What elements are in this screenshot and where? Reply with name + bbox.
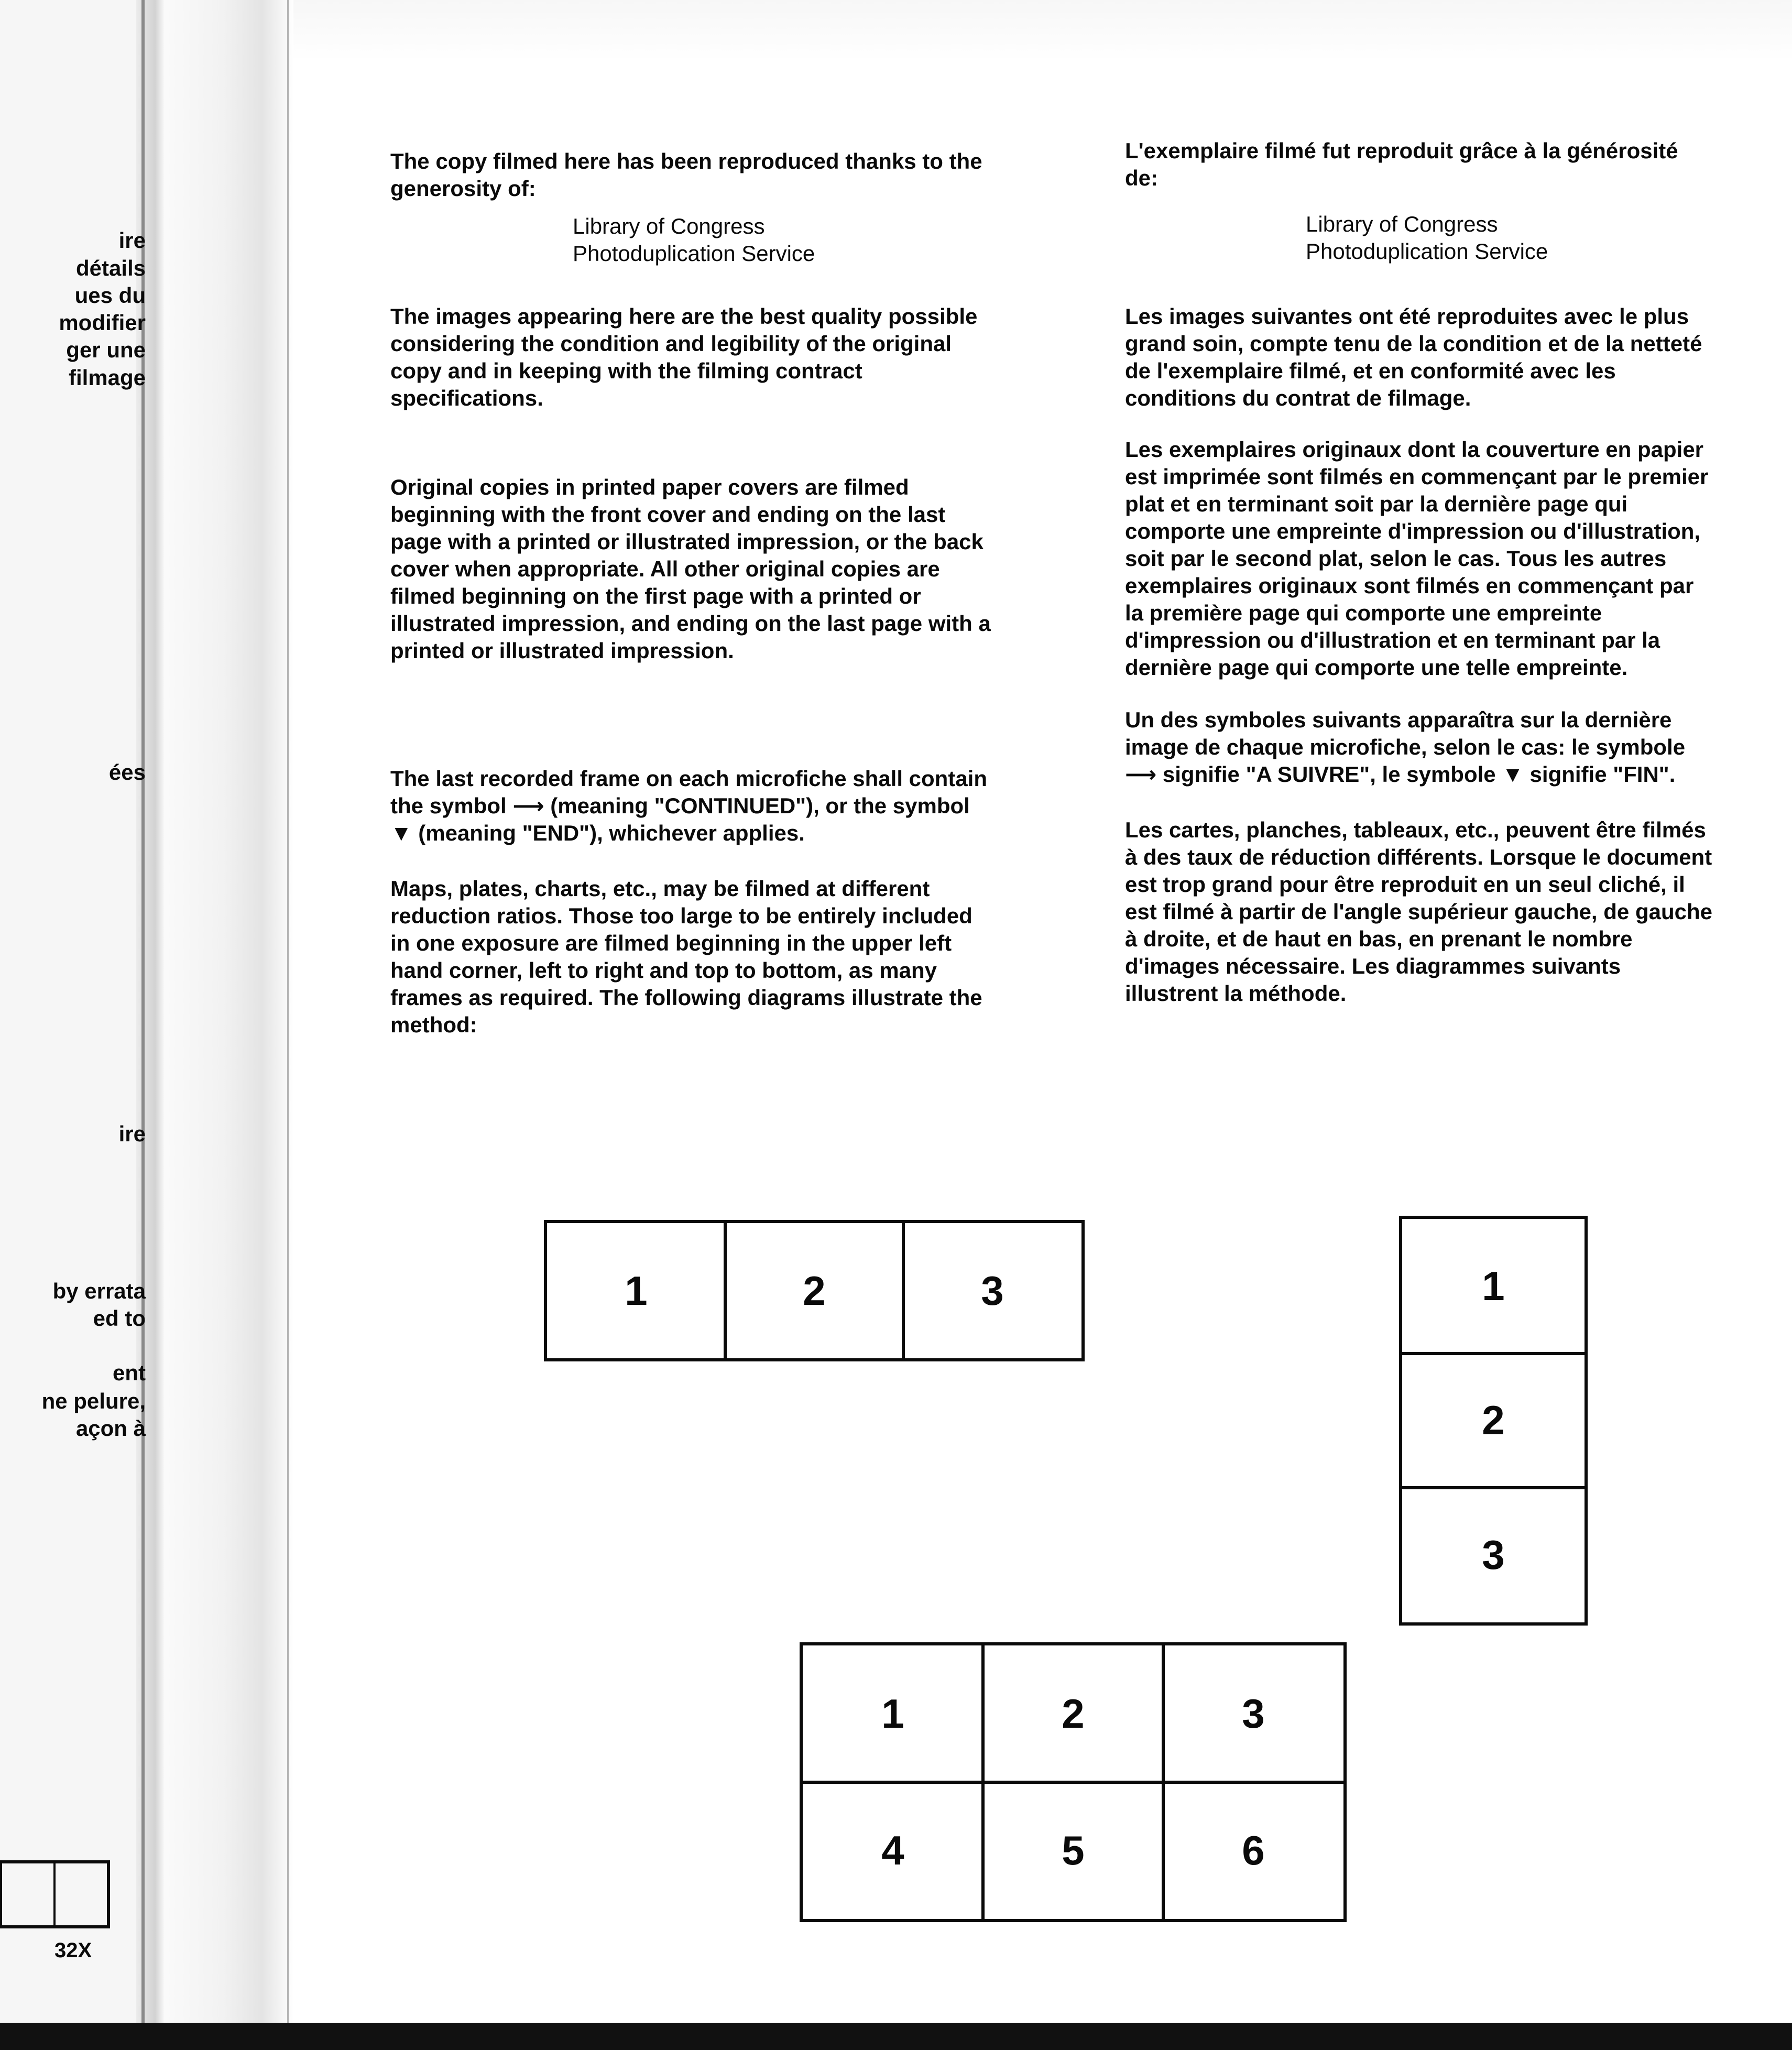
- frame-cell: 2: [724, 1222, 905, 1360]
- english-quality-paragraph: The images appearing here are the best quality possible considering the condition and legibility of the original copy and in keeping with the filming contract specifications.: [390, 304, 978, 410]
- frame-cell: 1: [1401, 1217, 1586, 1355]
- french-originals-paragraph: Les exemplaires originaux dont la couverture en papier est imprimée sont filmés en commençant par le premier plat et en terminant soit par la dernière page qui comporte une empreinte d'impression ou d'illustration, soit par le second plat, selon le cas. Tous les autres exemplaires originaux sont filmés en commençant par la première page qui comporte une empreinte d'impression ou d'illustration et en terminant par la dernière page qui comporte une telle empreinte.: [1125, 437, 1709, 680]
- diagram-row-of-three: [544, 1220, 1085, 1361]
- english-institution-line2: Photoduplication Service: [573, 241, 815, 266]
- adjacent-page-fragment-text: açon à: [75, 1416, 146, 1441]
- frame-cell: 3: [1162, 1644, 1345, 1784]
- english-column: [390, 148, 993, 1039]
- page-gutter: [136, 0, 293, 2050]
- page-top-edge: [293, 0, 1792, 63]
- diagram-grid-of-six: [800, 1642, 1347, 1922]
- adjacent-page-fragment-text: filmage: [68, 365, 146, 390]
- adjacent-page-fragment-text: modifier: [59, 310, 146, 335]
- french-quality-paragraph: Les images suivantes ont été reproduites avec le plus grand soin, compte tenu de la condition et de la netteté de l'exemplaire filmé, et en conformité avec les conditions du contrat de filmage.: [1125, 304, 1702, 410]
- adjacent-page-fragment-text: ne pelure,: [41, 1389, 146, 1413]
- film-bottom-strip: [0, 2023, 1792, 2050]
- english-thanks-intro: The copy filmed here has been reproduced thanks to the generosity of:: [390, 149, 982, 201]
- frame-cell: 2: [981, 1644, 1165, 1784]
- french-column: [1125, 137, 1717, 1007]
- frame-cell: 3: [902, 1222, 1083, 1360]
- adjacent-page-fragment-text: ues du: [74, 283, 146, 308]
- adjacent-page-fragment-text: détails: [75, 256, 146, 280]
- frame-cell: 3: [1401, 1486, 1586, 1624]
- frame-cell: 4: [801, 1781, 985, 1921]
- english-symbols-paragraph: The last recorded frame on each microfiche shall contain the symbol ⟶ (meaning "CONTINUED"), or the symbol ▼ (meaning "END"), whichever applies.: [390, 766, 988, 845]
- frame-cell: 5: [981, 1781, 1165, 1921]
- frame-cell: 1: [545, 1222, 727, 1360]
- reduction-ratio-label: 32X: [54, 1939, 92, 1962]
- adjacent-page-fragment-text: ées: [108, 760, 146, 784]
- adjacent-page-fragment-text: ed to: [93, 1306, 146, 1331]
- reduction-ratio-box: [0, 1860, 110, 1928]
- diagram-column-of-three: [1399, 1216, 1588, 1626]
- frame-cell: 2: [1401, 1352, 1586, 1490]
- english-institution-line1: Library of Congress: [573, 214, 765, 238]
- gutter-edge-right: [287, 0, 289, 2050]
- frame-cell: 1: [801, 1644, 985, 1784]
- french-institution-line1: Library of Congress: [1306, 212, 1498, 236]
- french-symbols-paragraph: Un des symboles suivants apparaîtra sur la dernière image de chaque microfiche, selon le cas: le symbole ⟶ signifie "A SUIVRE", le symbole ▼ signifie "FIN".: [1125, 707, 1686, 787]
- french-thanks-intro: L'exemplaire filmé fut reproduit grâce à la générosité de:: [1125, 138, 1678, 190]
- english-originals-paragraph: Original copies in printed paper covers are filmed beginning with the front cover and ending on the last page with a printed or illustrated impression, or the back cover when appropriate. All other original copies are filmed beginning on the first page with a printed or illustrated impression, and ending on the last page with a printed or illustrated impression.: [390, 475, 991, 663]
- adjacent-page-fragment-text: ger une: [66, 337, 146, 362]
- adjacent-page-text: [0, 0, 146, 2050]
- english-maps-paragraph: Maps, plates, charts, etc., may be filmed at different reduction ratios. Those too large to be entirely included in one exposure are filmed beginning in the upper left hand corner, left to right and top to bottom, as many frames as required. The following diagrams illustrate the method:: [390, 876, 982, 1037]
- french-institution-line2: Photoduplication Service: [1306, 239, 1548, 264]
- french-maps-paragraph: Les cartes, planches, tableaux, etc., peuvent être filmés à des taux de réduction différents. Lorsque le document est trop grand pour être reproduit en un seul cliché, il est filmé à partir de l'angle supérieur gauche, de gauche à droite, et de haut en bas, en prenant le nombre d'images nécessaire. Les diagrammes suivants illustrent la méthode.: [1125, 817, 1712, 1006]
- adjacent-page-fragment-text: ent: [113, 1360, 146, 1385]
- adjacent-page-fragment-text: by errata: [52, 1279, 146, 1303]
- adjacent-page-fragment-text: ire: [118, 228, 146, 253]
- frame-cell: 6: [1162, 1781, 1345, 1921]
- adjacent-page-fragment-text: ire: [118, 1121, 146, 1146]
